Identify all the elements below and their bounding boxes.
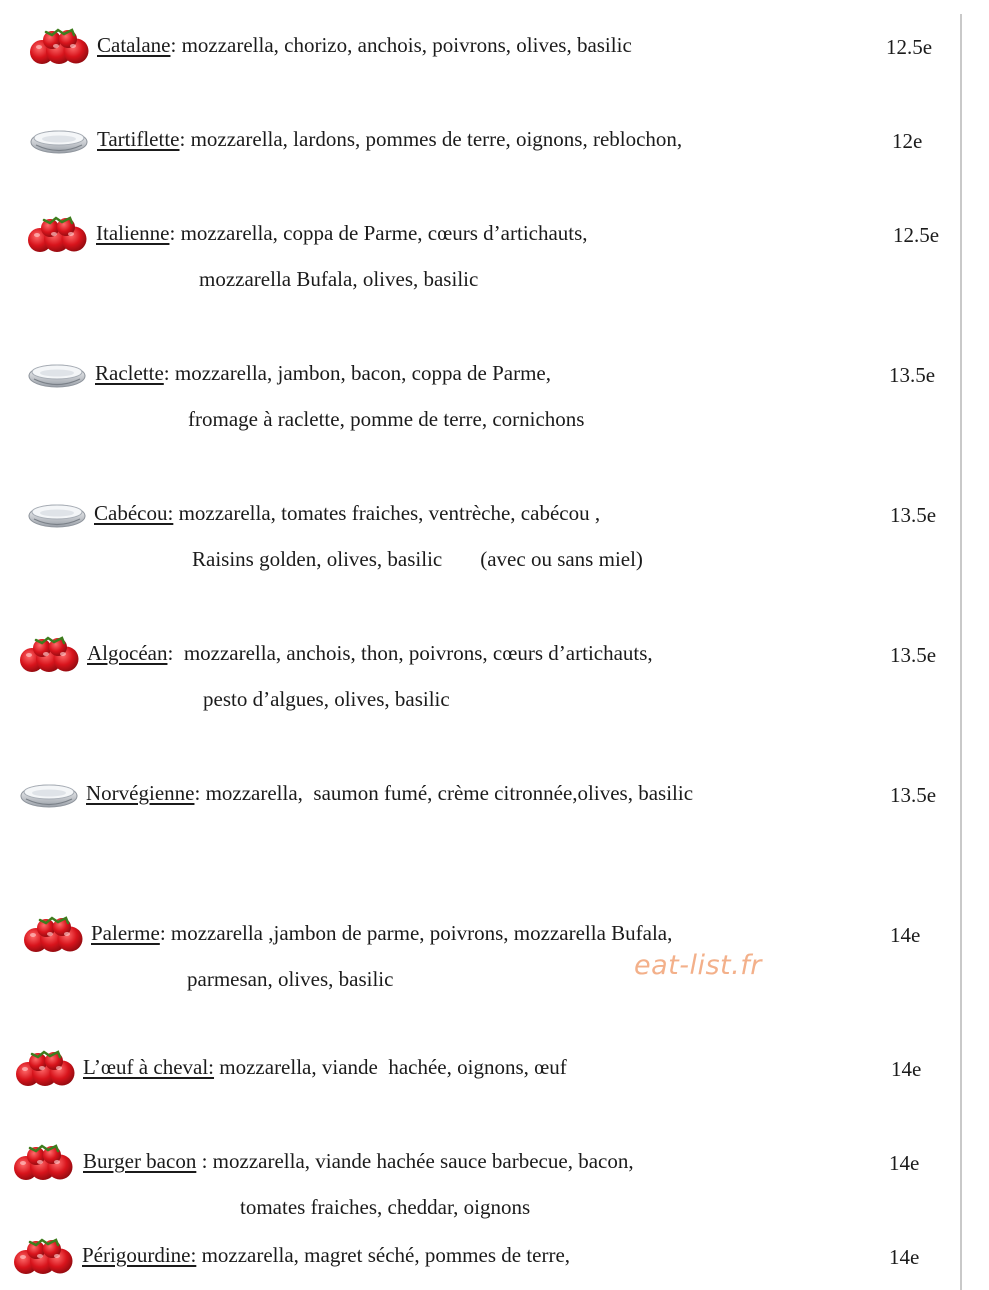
item-line bbox=[97, 126, 682, 152]
item-price: 14e bbox=[889, 1151, 920, 1175]
cream-bowl-icon bbox=[28, 118, 90, 162]
tomato-icon bbox=[12, 1234, 74, 1278]
item-name: Palerme bbox=[91, 921, 160, 945]
tomato-icon bbox=[18, 632, 80, 676]
item-line bbox=[87, 640, 653, 666]
cream-bowl-icon bbox=[28, 118, 90, 162]
item-ingredients: mozzarella, viande hachée sauce barbecue, bacon, bbox=[207, 1149, 634, 1173]
tomato-icon bbox=[12, 1234, 74, 1278]
cream-bowl-icon bbox=[18, 772, 80, 816]
tomato-icon bbox=[28, 24, 90, 68]
item-line bbox=[97, 32, 632, 58]
tomato-icon bbox=[26, 212, 88, 256]
item-separator: : bbox=[194, 781, 201, 805]
item-line bbox=[83, 1054, 567, 1080]
item-ingredients-line2: Raisins golden, olives, basilic bbox=[192, 547, 443, 571]
item-price: 13.5e bbox=[890, 503, 937, 527]
tomato-icon bbox=[22, 912, 84, 956]
item-line bbox=[96, 220, 588, 246]
item-name: Burger bacon bbox=[83, 1149, 197, 1173]
item-ingredients: mozzarella, tomates fraiches, ventrèche, cabécou , bbox=[173, 501, 601, 525]
item-line bbox=[91, 920, 672, 946]
item-ingredients-line2: tomates fraiches, cheddar, oignons bbox=[240, 1195, 531, 1219]
item-name: L’œuf à cheval: bbox=[83, 1055, 215, 1079]
tomato-icon bbox=[22, 912, 84, 956]
item-ingredients-continued bbox=[199, 266, 478, 292]
item-price: 14e bbox=[890, 923, 921, 947]
tomato-icon bbox=[18, 632, 80, 676]
item-name: Raclette bbox=[95, 361, 164, 385]
item-ingredients-line2: parmesan, olives, basilic bbox=[187, 967, 394, 991]
item-line bbox=[83, 1148, 634, 1174]
tomato-icon bbox=[12, 1140, 74, 1184]
item-name: Tartiflette bbox=[97, 127, 180, 151]
item-note: (avec ou sans miel) bbox=[480, 547, 643, 571]
item-ingredients: mozzarella, chorizo, anchois, poivrons, olives, basilic bbox=[176, 33, 632, 57]
tomato-icon bbox=[28, 24, 90, 68]
tomato-icon bbox=[26, 212, 88, 256]
item-name: Algocéan bbox=[87, 641, 168, 665]
item-name: Norvégienne bbox=[86, 781, 195, 805]
item-line bbox=[82, 1242, 570, 1268]
tomato-icon bbox=[14, 1046, 76, 1090]
item-ingredients-continued bbox=[192, 546, 643, 572]
item-name: Italienne bbox=[96, 221, 170, 245]
item-price: 13.5e bbox=[890, 783, 937, 807]
item-ingredients-continued bbox=[187, 966, 393, 992]
item-line bbox=[94, 500, 600, 526]
item-separator: : bbox=[196, 1149, 208, 1173]
item-separator: : bbox=[163, 361, 170, 385]
item-ingredients: mozzarella ,jambon de parme, poivrons, mozzarella Bufala, bbox=[165, 921, 673, 945]
item-separator: : bbox=[179, 127, 186, 151]
item-ingredients-continued bbox=[240, 1194, 530, 1220]
item-ingredients: mozzarella, saumon fumé, crème citronnée,olives, basilic bbox=[200, 781, 694, 805]
item-ingredients: mozzarella, viande hachée, oignons, œuf bbox=[214, 1055, 567, 1079]
item-name: Périgourdine: bbox=[82, 1243, 197, 1267]
item-price: 14e bbox=[889, 1245, 920, 1269]
item-line bbox=[86, 780, 693, 806]
item-name: Catalane bbox=[97, 33, 171, 57]
item-ingredients-line2: mozzarella Bufala, olives, basilic bbox=[199, 267, 479, 291]
item-ingredients-line2: pesto d’algues, olives, basilic bbox=[203, 687, 450, 711]
item-price: 13.5e bbox=[890, 643, 937, 667]
item-ingredients: mozzarella, lardons, pommes de terre, oignons, reblochon, bbox=[185, 127, 683, 151]
item-price: 12.5e bbox=[886, 35, 933, 59]
cream-bowl-icon bbox=[26, 492, 88, 536]
cream-bowl-icon bbox=[26, 492, 88, 536]
item-separator: : bbox=[169, 221, 176, 245]
item-name: Cabécou: bbox=[94, 501, 174, 525]
cream-bowl-icon bbox=[26, 352, 88, 396]
item-ingredients: mozzarella, anchois, thon, poivrons, cœurs d’artichauts, bbox=[173, 641, 653, 665]
tomato-icon bbox=[14, 1046, 76, 1090]
item-price: 13.5e bbox=[889, 363, 936, 387]
cream-bowl-icon bbox=[18, 772, 80, 816]
item-ingredients-line2: fromage à raclette, pomme de terre, cornichons bbox=[188, 407, 585, 431]
item-price: 12e bbox=[892, 129, 923, 153]
item-ingredients: mozzarella, magret séché, pommes de terre, bbox=[196, 1243, 571, 1267]
watermark: eat-list.fr bbox=[634, 950, 762, 981]
item-separator: : bbox=[170, 33, 177, 57]
item-price: 14e bbox=[891, 1057, 922, 1081]
item-ingredients-continued bbox=[203, 686, 450, 712]
item-ingredients-continued bbox=[188, 406, 584, 432]
item-ingredients: mozzarella, jambon, bacon, coppa de Parme, bbox=[169, 361, 551, 385]
tomato-icon bbox=[12, 1140, 74, 1184]
item-separator: : bbox=[167, 641, 174, 665]
item-line bbox=[95, 360, 551, 386]
item-separator: : bbox=[159, 921, 166, 945]
item-price: 12.5e bbox=[893, 223, 940, 247]
page-edge-line bbox=[960, 14, 962, 1290]
cream-bowl-icon bbox=[26, 352, 88, 396]
item-ingredients: mozzarella, coppa de Parme, cœurs d’artichauts, bbox=[175, 221, 588, 245]
